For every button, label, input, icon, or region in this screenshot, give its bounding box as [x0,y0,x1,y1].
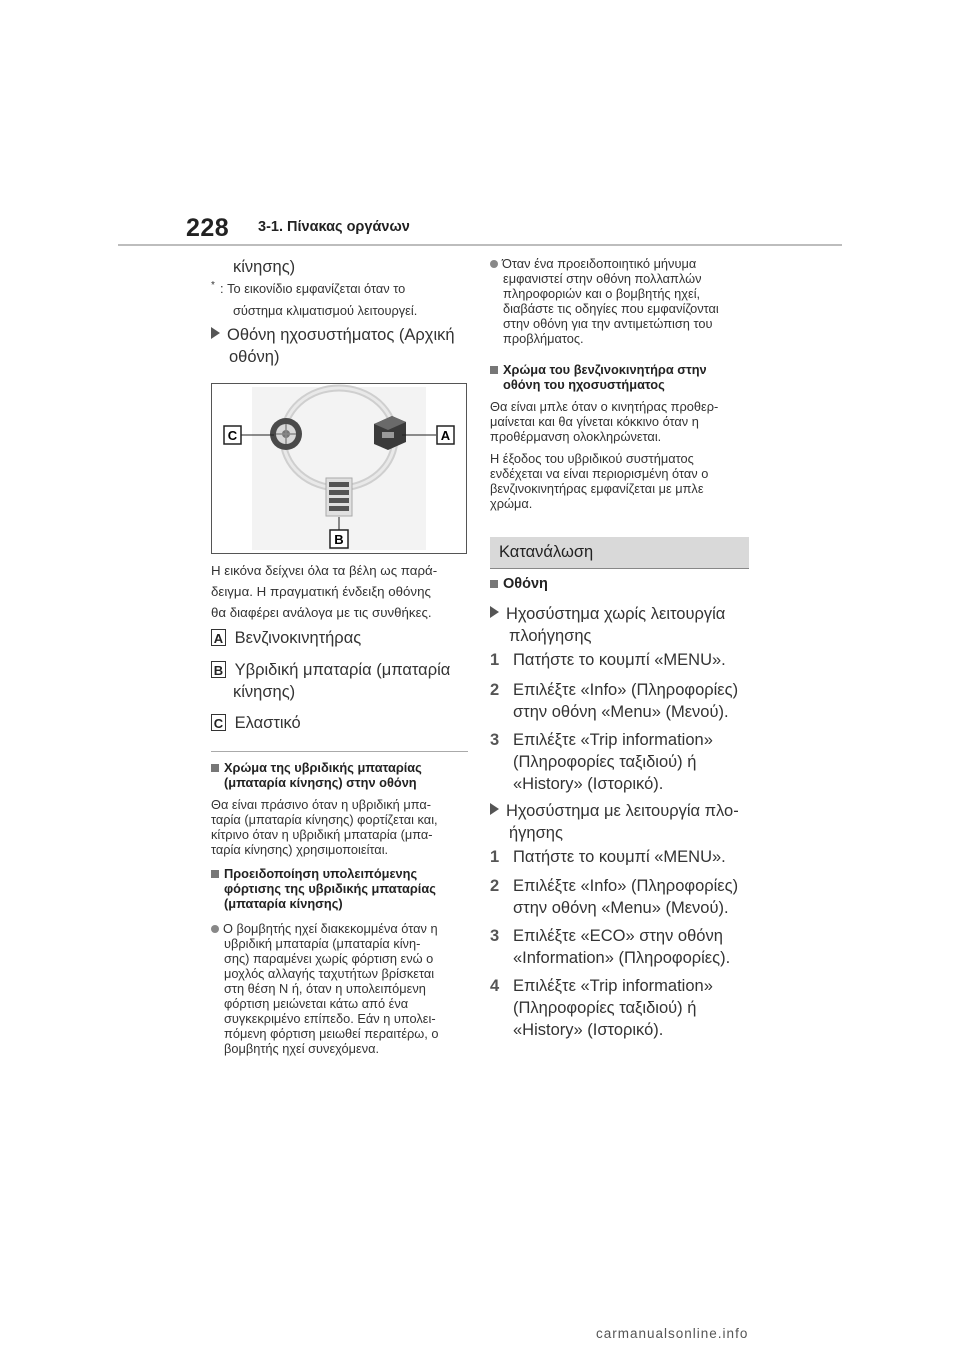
figure-caption [211,560,437,623]
body-line: υβριδική μπαταρία (μπαταρία κίνη- [224,936,421,951]
legend-item-battery [211,659,450,681]
round-bullet-icon [490,260,498,268]
subheading-line: πλοήγησης [509,627,592,645]
step-2 [490,679,738,701]
square-bullet-icon [211,764,219,772]
continued-line: κίνησης) [233,258,296,276]
subheading-line: οθόνη) [229,348,280,366]
step-number: 1 [490,651,500,669]
body-line: διαβάστε τις οδηγίες που εμφανίζονται [503,301,719,316]
battery-icon [326,478,352,516]
body-line: στην οθόνη για την αντιμετώπιση του [503,316,713,331]
audio-screen-subheading [211,324,455,346]
triangle-bullet-icon [490,606,499,618]
body-line: ταρία κίνησης) χρησιμοποιείται. [211,842,389,857]
step-text: (Πληροφορίες ταξιδιού) ή [513,753,697,771]
screen-heading [490,576,548,592]
step-1 [490,649,726,671]
step-text: Πατήστε το κουμπί «MENU». [513,651,726,669]
step-text: «History» (Ιστορικό). [513,1021,664,1039]
step-number: 2 [490,877,500,895]
body-line: ενδέχεται να είναι περιορισμένη όταν ο [490,466,709,481]
step-2 [490,875,738,897]
consumption-title: Κατανάλωση [499,543,594,561]
step-3 [490,729,713,751]
caption-line: Η εικόνα δείχνει όλα τα βέλη ως παρά- [211,563,438,578]
step-text: στην οθόνη «Menu» (Μενού). [513,703,729,721]
step-text: Επιλέξτε «Trip information» [513,731,713,749]
body-line: εμφανιστεί στην οθόνη πολλαπλών [503,271,702,286]
body-line: πληροφοριών και ο βομβητής ηχεί, [503,286,701,301]
buzzer-bullet-body [503,271,719,346]
energy-monitor-illustration [212,384,466,553]
step-text: (Πληροφορίες ταξιδιού) ή [513,999,697,1017]
subheading-line: Ηχοσύστημα με λειτουργία πλο- [506,802,739,820]
step-1 [490,846,726,868]
body-line: πόμενη φόρτιση μειωθεί περαιτέρω, ο [224,1026,439,1041]
step-text: Επιλέξτε «Trip information» [513,977,713,995]
body-line: Όταν ένα προειδοποιητικό μήνυμα [502,256,697,271]
engine-color-body [490,399,718,444]
step-text: «Information» (Πληροφορίες). [513,949,731,967]
section-divider [211,751,468,752]
step-3 [490,925,723,947]
heading-line: Χρώμα της υβριδικής μπαταρίας [224,760,422,775]
charge-warning-first-line [211,921,438,936]
subheading-line: ήγησης [509,824,563,842]
legend-text: κίνησης) [233,683,296,701]
step-text: στην οθόνη «Menu» (Μενού). [513,899,729,917]
charge-warning-body [224,936,439,1056]
body-line: βομβητής ηχεί συνεχόμενα. [224,1041,380,1056]
step-4 [490,975,713,997]
charge-warning-heading [211,866,417,881]
step-text: «History» (Ιστορικό). [513,775,664,793]
square-bullet-icon [490,580,498,588]
body-line: κίτρινο όταν η υβριδική μπαταρία (μπα- [211,827,433,842]
tire-icon [270,418,302,450]
watermark: carmanualsonline.info [596,1326,749,1341]
body-line: Θα είναι μπλε όταν ο κινητήρας προθερ- [490,399,719,414]
heading-line: οθόνη του ηχοσυστήματος [503,377,665,392]
footnote-line: Το εικονίδιο εμφανίζεται όταν το [227,281,406,296]
heading-line: Προειδοποίηση υπολειπόμενης [224,866,418,881]
body-line: σης) παραμένει χωρίς φόρτιση ενώ ο [224,951,434,966]
body-line: Θα είναι πράσινο όταν η υβριδική μπα- [211,797,432,812]
navigation-subheading [490,800,739,822]
subheading-line: Ηχοσύστημα χωρίς λειτουργία [506,605,726,623]
body-line: προβλήματος. [503,331,584,346]
square-bullet-icon [211,870,219,878]
battery-color-body [211,797,438,857]
energy-monitor-figure [211,383,467,554]
body-line: στη θέση N ή, όταν η υπολειπόμενη [224,981,426,996]
body-line: χρώμα. [490,496,533,511]
legend-text: Βενζινοκινητήρας [234,629,362,647]
step-number: 1 [490,848,500,866]
callout-label-b: B [334,532,344,547]
legend-item-engine [211,627,361,649]
triangle-bullet-icon [490,803,499,815]
header-divider [118,244,842,246]
legend-text: Ελαστικό [234,714,301,732]
step-text: Επιλέξτε «Info» (Πληροφορίες) [513,877,739,895]
body-line: βενζινοκινητήρας εμφανίζεται με μπλε [490,481,704,496]
body-line: συγκεκριμένο επίπεδο. Εάν η υπολει- [224,1011,436,1026]
hybrid-output-body [490,451,708,511]
engine-color-heading [490,362,707,377]
step-number: 3 [490,927,500,945]
body-line: Ο βομβητής ηχεί διακεκομμένα όταν η [223,921,438,936]
callout-label-a: A [440,428,451,443]
heading-line: (μπαταρία κίνησης) [224,896,343,911]
step-text: Επιλέξτε «Info» (Πληροφορίες) [513,681,739,699]
caption-line: δειγμα. Η πραγματική ένδειξη οθόνης [211,584,431,599]
body-line: φόρτιση μειώνεται κάτω από ένα [224,996,409,1011]
legend-text: Υβριδική μπαταρία (μπαταρία [234,661,451,679]
body-line: μαίνεται και θα γίνεται κόκκινο όταν η [490,414,699,429]
callout-label-c: C [227,428,238,443]
buzzer-bullet-first-line [490,256,696,271]
step-number: 3 [490,731,500,749]
footnote-mark: * [211,280,215,291]
heading-text: Οθόνη [503,576,548,592]
step-text: Επιλέξτε «ECO» στην οθόνη [513,927,723,945]
step-number: 4 [490,977,500,995]
section-title: 3-1. Πίνακας οργάνων [258,219,410,235]
caption-line: θα διαφέρει ανάλογα με τις συνθήκες. [211,605,432,620]
body-line: Η έξοδος του υβριδικού συστήματος [490,451,694,466]
legend-key: C [211,714,226,731]
legend-key: B [211,661,226,678]
body-line: ταρία (μπαταρία κίνησης) φορτίζεται και, [211,812,438,827]
legend-item-tire [211,712,301,734]
square-bullet-icon [490,366,498,374]
non-navigation-subheading [490,603,725,625]
heading-line: Χρώμα του βενζινοκινητήρα στην [503,362,707,377]
step-number: 2 [490,681,500,699]
footnote-line: σύστημα κλιματισμού λειτουργεί. [233,303,418,318]
round-bullet-icon [211,925,219,933]
heading-line: (μπαταρία κίνησης) στην οθόνη [224,775,417,790]
body-line: προθέρμανση ολοκληρώνεται. [490,429,662,444]
consumption-underline [490,568,749,569]
step-text: Πατήστε το κουμπί «MENU». [513,848,726,866]
page-number: 228 [186,214,230,242]
legend-key: A [211,629,226,646]
body-line: μοχλός αλλαγής ταχυτήτων βρίσκεται [224,966,435,981]
heading-line: φόρτισης της υβριδικής μπαταρίας [224,881,436,896]
triangle-bullet-icon [211,327,220,339]
subheading-line: Οθόνη ηχοσυστήματος (Αρχική [227,326,455,344]
battery-color-heading [211,760,422,775]
